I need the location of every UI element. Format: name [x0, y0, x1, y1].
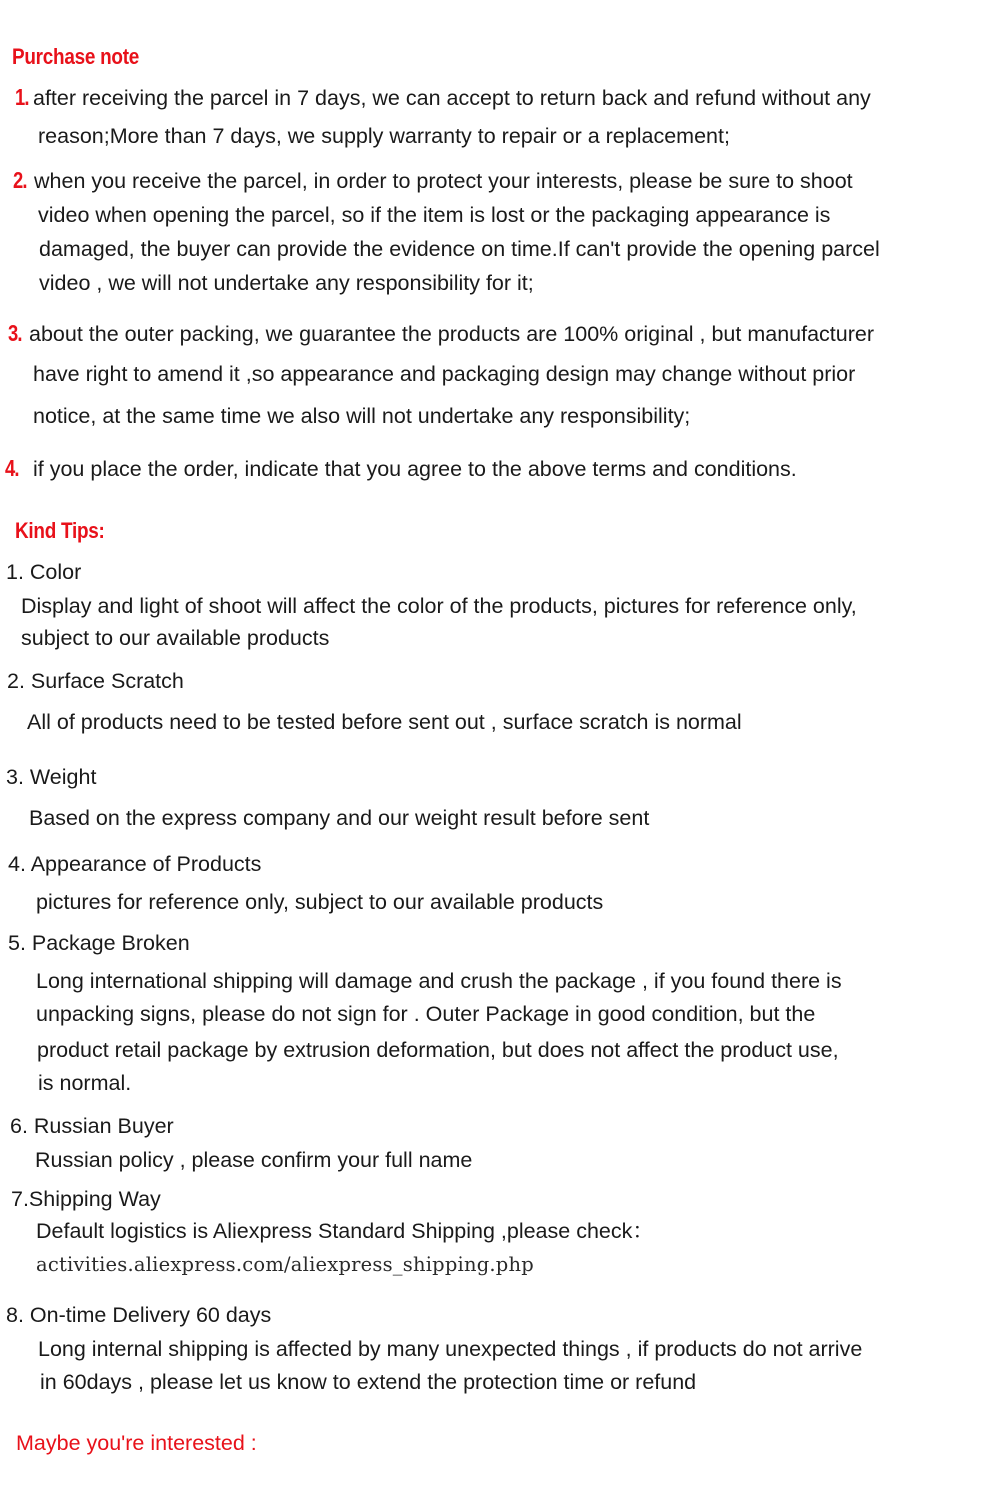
- purchase-note-2-line-1: when you receive the parcel, in order to protect your interests, please be sure to shoot: [34, 169, 853, 193]
- purchase-note-4-line-1: if you place the order, indicate that you agree to the above terms and conditions.: [33, 457, 797, 481]
- tip-2-line-1: All of products need to be tested before sent out , surface scratch is normal: [27, 710, 742, 734]
- tip-5-line-2: unpacking signs, please do not sign for . Outer Package in good condition, but the: [36, 1002, 816, 1026]
- purchase-note-number-3: 3.: [8, 320, 22, 346]
- kind-tips-heading: Kind Tips:: [15, 518, 105, 543]
- tip-1-line-1: Display and light of shoot will affect the color of the products, pictures for reference only,: [21, 594, 857, 618]
- tip-title-7: 7.Shipping Way: [11, 1187, 161, 1211]
- tip-5-line-4: is normal.: [38, 1071, 132, 1095]
- tip-title-1: 1. Color: [6, 560, 82, 584]
- tip-title-3: 3. Weight: [6, 765, 97, 789]
- tip-title-2: 2. Surface Scratch: [7, 669, 184, 693]
- purchase-note-3-line-1: about the outer packing, we guarantee the products are 100% original , but manufacturer: [29, 322, 875, 346]
- tip-title-6: 6. Russian Buyer: [10, 1114, 174, 1138]
- tip-8-line-1: Long internal shipping is affected by many unexpected things , if products do not arrive: [38, 1337, 863, 1361]
- purchase-note-number-2: 2.: [13, 167, 27, 193]
- purchase-note-3-line-3: notice, at the same time we also will not undertake any responsibility;: [33, 404, 691, 428]
- tip-1-line-2: subject to our available products: [21, 626, 330, 650]
- tip-4-line-1: pictures for reference only, subject to our available products: [36, 890, 604, 914]
- maybe-interested-label: Maybe you're interested :: [16, 1431, 257, 1455]
- purchase-note-1-line-1: after receiving the parcel in 7 days, we can accept to return back and refund without any: [33, 86, 871, 110]
- purchase-note-2-line-3: damaged, the buyer can provide the evidence on time.If can't provide the opening parcel: [39, 237, 880, 261]
- purchase-note-2-line-4: video , we will not undertake any responsibility for it;: [39, 271, 534, 295]
- shipping-link[interactable]: activities.aliexpress.com/aliexpress_shipping.php: [36, 1253, 534, 1276]
- tip-3-line-1: Based on the express company and our weight result before sent: [29, 806, 650, 830]
- purchase-note-1-line-2: reason;More than 7 days, we supply warranty to repair or a replacement;: [38, 124, 730, 148]
- tip-8-line-2: in 60days , please let us know to extend the protection time or refund: [40, 1370, 697, 1394]
- tip-5-line-3: product retail package by extrusion deformation, but does not affect the product use,: [37, 1038, 839, 1062]
- tip-5-line-1: Long international shipping will damage and crush the package , if you found there is: [36, 969, 842, 993]
- tip-6-line-1: Russian policy , please confirm your full name: [35, 1148, 473, 1172]
- tip-title-8: 8. On-time Delivery 60 days: [6, 1303, 272, 1327]
- purchase-note-heading: Purchase note: [12, 44, 140, 69]
- purchase-note-number-4: 4.: [5, 455, 19, 481]
- purchase-note-2-line-2: video when opening the parcel, so if the item is lost or the packaging appearance is: [38, 203, 831, 227]
- tip-title-5: 5. Package Broken: [8, 931, 190, 955]
- purchase-note-3-line-2: have right to amend it ,so appearance and packaging design may change without prior: [33, 362, 856, 386]
- purchase-note-number-1: 1.: [15, 84, 29, 110]
- tip-title-4: 4. Appearance of Products: [8, 852, 262, 876]
- tip-7-line-1: Default logistics is Aliexpress Standard Shipping ,please check：: [36, 1219, 654, 1243]
